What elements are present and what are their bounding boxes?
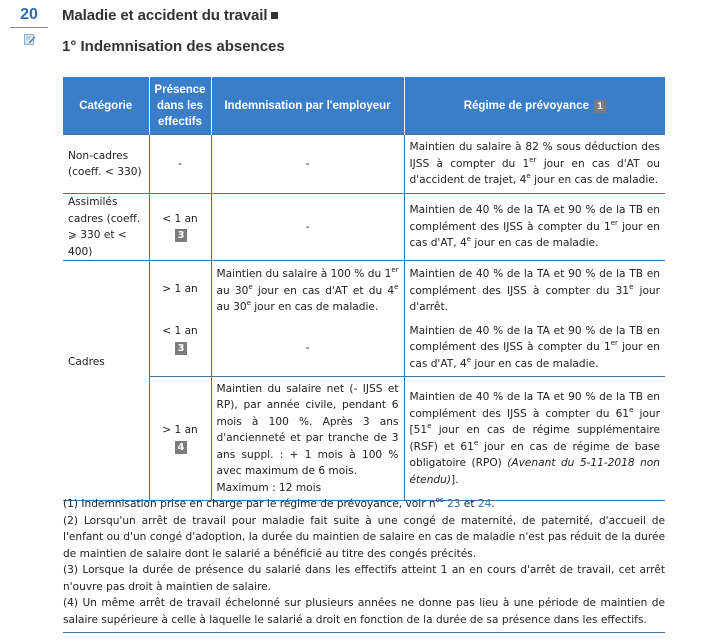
presence-text: > 1 an: [162, 424, 198, 436]
cell-employer: [211, 377, 404, 501]
cell-presence: [149, 319, 211, 377]
cell-employer: [211, 261, 404, 319]
superscript: er: [529, 155, 537, 164]
text: jour [51: [409, 407, 661, 436]
superscript: e: [466, 235, 472, 244]
superscript: e: [394, 282, 399, 291]
footnote-1: [63, 496, 665, 513]
text: Maintien du salaire à 82 % sous déduction des IJSS à compter du 1: [409, 141, 660, 170]
table-row: [63, 194, 665, 261]
section-title-text: Maladie et accident du travail: [62, 7, 268, 24]
cell-employer: -: [211, 194, 404, 261]
superscript: er: [391, 266, 399, 274]
presence-text: < 1 an: [162, 325, 198, 337]
paragraph-number: 20: [10, 6, 48, 28]
text: Maximum : 12 mois: [216, 481, 322, 494]
superscript: er: [610, 339, 618, 347]
cell-category: [63, 377, 149, 501]
table-row: [63, 135, 665, 194]
text: jour en cas d'AT, 4: [409, 220, 660, 250]
text: (1) Indemnisation prise en charge par le régime de prévoyance, voir n: [63, 498, 436, 510]
table-row: [63, 319, 665, 377]
cell-prevoyance: [404, 261, 665, 319]
subsection-title: 1° Indemnisation des absences: [62, 38, 285, 55]
text: Maintien de 40 % de la TA et 90 % de la TB en complément des IJSS à compter du 61: [409, 391, 660, 420]
table-row: [63, 377, 665, 501]
cell-presence: -: [149, 135, 211, 194]
presence-text: < 1 an: [162, 212, 198, 225]
cell-employer: -: [211, 135, 404, 194]
text: ].: [450, 473, 459, 486]
cell-presence: [149, 377, 211, 501]
text: au 30: [216, 301, 247, 313]
text: jour en cas de maladie.: [530, 174, 659, 187]
text: jour en cas d'AT, 4: [409, 341, 660, 370]
superscript: e: [466, 355, 472, 364]
cell-employer: -: [211, 319, 404, 377]
column-header-categorie: Catégorie: [63, 77, 149, 135]
footnote-2: (2) Lorsqu'un arrêt de travail pour maladie fait suite à une congé de maternité, de paternité, d'accueil de l'enfant ou d'un congé d'adoption, la durée du maintien de salaire en cas de maladie n'est pas réduit de la durée de maintien de salaire dont le salarié a bénéficié au titre des congés précités.: [63, 514, 665, 560]
cell-presence: > 1 an: [149, 261, 211, 319]
cell-prevoyance: [404, 377, 665, 501]
text: Maintien du salaire net (- IJSS et RP), par année civile, pendant 6 mois à 100 %. Après 3 ans d'ancienneté et par tranche de 3 ans suppl. : + 1 mois à 100 % avec maximum de 6 mois.: [216, 382, 399, 478]
text: jour en cas de maladie.: [471, 357, 599, 370]
cell-presence: [149, 194, 211, 261]
column-header-prevoyance-label: Régime de prévoyance: [463, 99, 589, 112]
footnote-ref-badge[interactable]: 4: [175, 441, 188, 454]
text: Maintien de 40 % de la TA et 90 % de la TB en complément des IJSS à compter du 1: [409, 204, 660, 233]
footnotes: [63, 496, 665, 633]
superscript: e: [248, 282, 253, 291]
indemnisation-table: [63, 77, 665, 501]
superscript: e: [473, 438, 479, 447]
column-header-prevoyance: [404, 77, 665, 135]
superscript: e: [526, 172, 531, 181]
superscript: e: [427, 422, 432, 430]
text: Maintien de 40 % de la TA et 90 % de la TB en complément des IJSS à compter du 1: [409, 324, 660, 353]
text: jour d'arrêt.: [409, 284, 661, 313]
superscript: er: [610, 218, 618, 227]
text: .: [491, 498, 495, 510]
text: Maintien de 40 % de la TA et 90 % de la TB en complément des IJSS à compter du 31: [409, 268, 660, 297]
link-paragraph-23[interactable]: 23: [446, 498, 461, 510]
cell-prevoyance: [404, 319, 665, 377]
column-header-presence: Présence dans les effectifs: [149, 77, 211, 135]
link-paragraph-24[interactable]: 24: [477, 498, 492, 510]
text: jour en cas de régime supplémentaire (RSF) et 61: [409, 424, 660, 453]
text: jour en cas de maladie.: [250, 301, 379, 313]
superscript: e: [629, 282, 634, 291]
text: jour en cas de maladie.: [471, 237, 599, 250]
cell-category: Non-cadres (coeff. < 330): [63, 135, 149, 194]
edit-note-icon[interactable]: [24, 30, 36, 42]
text: jour en cas de régime de base obligatoire (RPO): [409, 440, 660, 469]
footnote-ref-badge[interactable]: 3: [175, 229, 188, 242]
column-header-employeur: Indemnisation par l'employeur: [211, 77, 404, 135]
text: au 30: [216, 284, 249, 297]
superscript: e: [629, 405, 634, 414]
footnote-ref-badge[interactable]: 3: [175, 342, 188, 355]
italic-text: (Avenant du 5-11-2018 non étendu): [409, 457, 660, 486]
text: jour en cas d'AT et du 4: [252, 284, 395, 297]
cell-prevoyance: [404, 135, 665, 194]
text: Maintien du salaire à 100 % du 1: [216, 268, 392, 280]
footnote-3: (3) Lorsque la durée de présence du salarié dans les effectifs atteint 1 an en cours d'arrêt de travail, cet arrêt n'ouvre pas droit à maintien de salaire.: [63, 564, 665, 593]
table-row: [63, 261, 665, 319]
cell-prevoyance: [404, 194, 665, 261]
cell-category: Assimilés cadres (coeff. ⩾ 330 et < 400): [63, 194, 149, 261]
cell-category-cadres: Cadres: [63, 261, 149, 377]
footnote-ref-badge[interactable]: 1: [594, 100, 606, 113]
text: et: [460, 498, 478, 510]
superscript: e: [246, 299, 251, 307]
section-title: [62, 7, 278, 24]
square-bullet-icon: [271, 12, 278, 19]
superscript: os: [435, 496, 444, 504]
text: jour en cas d'AT ou d'accident de trajet, 4: [409, 157, 660, 187]
table-header-row: [63, 77, 665, 135]
footnote-4: (4) Un même arrêt de travail échelonné sur plusieurs années ne donne pas lieu à une période de maintien de salaire supérieure à celle à laquelle le salarié a droit en fonction de la durée de sa présence dans les effectifs.: [63, 597, 665, 626]
